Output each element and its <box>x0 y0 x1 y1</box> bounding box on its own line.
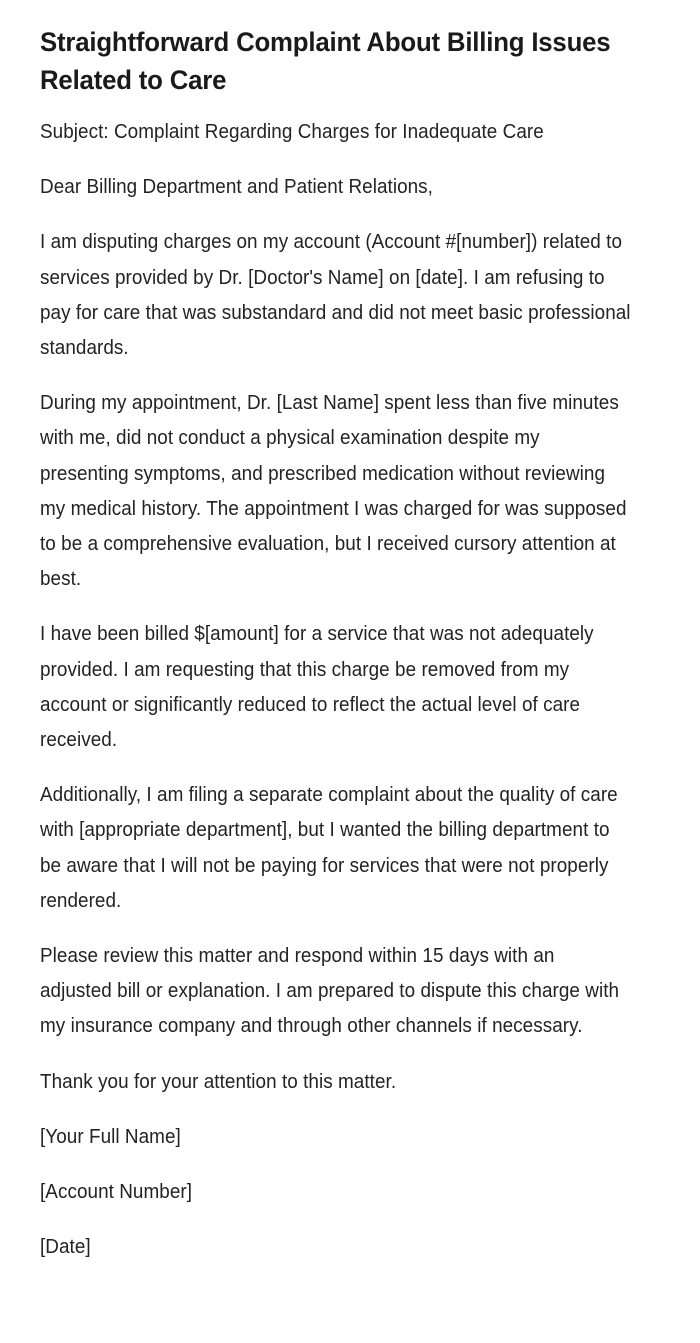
document-content <box>40 0 632 1265</box>
signature-account-number: [Account Number] <box>40 1181 193 1204</box>
subject-line: Subject: Complaint Regarding Charges for Inadequate Care <box>40 121 544 143</box>
body-paragraph-1: I am disputing charges on my account (Account #[number]) related to services provided by Dr. [Doctor's Name] on [date]. I am refusing to pay for care that was substandard and did not meet basic professional standards. <box>40 231 631 360</box>
body-paragraph-3: I have been billed $[amount] for a service that was not adequately provided. I am requesting that this charge be removed from my account or significantly reduced to reflect the actual level of care received. <box>40 623 594 752</box>
signature-date: [Date] <box>40 1236 91 1259</box>
closing-line: Thank you for your attention to this matter. <box>40 1070 397 1093</box>
body-paragraph-5: Please review this matter and respond within 15 days with an adjusted bill or explanation. I am prepared to dispute this charge with my insurance company and through other channels if necessary. <box>40 945 620 1038</box>
body-paragraph-2: During my appointment, Dr. [Last Name] spent less than five minutes with me, did not conduct a physical examination despite my presenting symptoms, and prescribed medication without reviewing my medical history. The appointment I was charged for was supposed to be a comprehensive evaluation, but I received cursory attention at best. <box>40 392 627 591</box>
body-paragraph-4: Additionally, I am filing a separate complaint about the quality of care with [appropriate department], but I wanted the billing department to be aware that I will not be paying for services that were not properly rendered. <box>40 784 618 912</box>
signature-full-name: [Your Full Name] <box>40 1125 181 1148</box>
page-title: Straightforward Complaint About Billing Issues Related to Care <box>40 27 611 95</box>
salutation: Dear Billing Department and Patient Relations, <box>40 176 433 199</box>
